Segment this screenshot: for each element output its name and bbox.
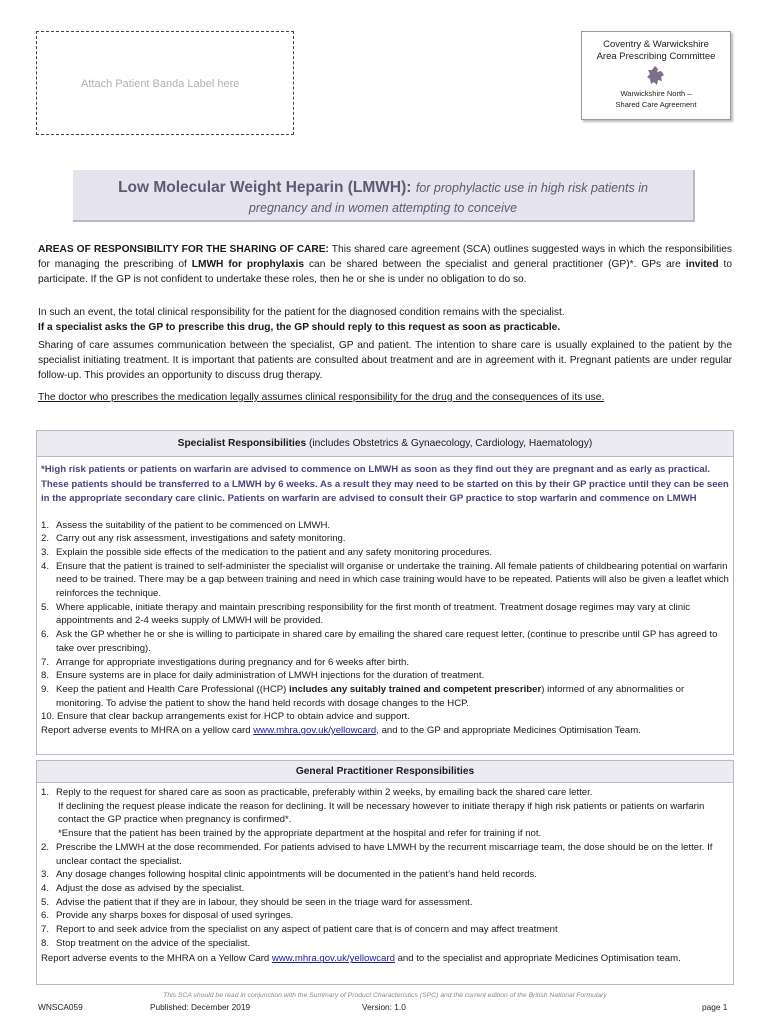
list-text: Arrange for appropriate investigations during pregnancy and for 6 weeks after birth. (56, 656, 410, 668)
intro-responsibility (38, 242, 732, 287)
list-number: 4. (41, 560, 50, 572)
gp-responsibilities (36, 760, 734, 985)
gp-body (37, 783, 733, 966)
warwickshire-map-icon (645, 65, 667, 87)
list-text: If declining the request please indicate the reason for declining. It will be necessary however to initiate therapy if high risk patients or patients on warfarin contact the GP practice when pregnancy is confirmed*. (58, 800, 705, 826)
list-text: Ensure systems are in place for daily administration of LMWH injections for the duration of treatment. (56, 670, 485, 682)
list-item (41, 546, 729, 560)
list-number: 3. (41, 869, 50, 881)
list-number: 7. (41, 924, 50, 936)
list-item (41, 786, 729, 841)
gp-heading: General Practitioner Responsibilities (37, 761, 733, 783)
specialist-heading (37, 431, 733, 457)
intro-text-c: to participate. If the GP is not confident to undertake these roles, then he or she is under no obligation to do so. (38, 259, 732, 285)
list-number: 2. (41, 533, 50, 545)
list-item (41, 841, 729, 868)
intro-lmwh: LMWH for prophylaxis (191, 259, 305, 270)
list-text: Prescribe the LMWH at the dose recommended. For patients advised to have LMWH by the recurrent miscarriage team, the dose should be on the letter. If unclear contact the specialist. (56, 841, 713, 867)
list-item (41, 519, 729, 533)
list-number: 5. (41, 601, 50, 613)
list-number: 2. (41, 841, 50, 853)
list-item (41, 532, 729, 546)
report-text: Report adverse events to MHRA on a yellow card (41, 725, 254, 737)
list-text: Stop treatment on the advice of the specialist. (56, 937, 251, 949)
list-text: Ensure that the patient is trained to self-administer the specialist will organise or undertake the training. All female patients of childbearing potential on warfarin need to be trained. There may be a gap between training and need in which case training would have to be repeated. Patients will also be given a leaflet which reinforces the technique. (56, 560, 729, 600)
page-number: page 1 (702, 1002, 728, 1012)
intro-block-3 (38, 338, 732, 383)
list-number: 4. (41, 882, 50, 894)
list-text: ) informed of any abnormalities or monitoring. To advise the patient to show the hand held records with dosage changes to the HCP. (56, 683, 685, 709)
specialist-report (41, 724, 729, 738)
title-main: Low Molecular Weight Heparin (LMWH): (118, 179, 412, 196)
list-item (41, 601, 729, 628)
list-number: 7. (41, 656, 50, 668)
intro-text-b: can be shared between the specialist and general practitioner (GP)*. GPs are (304, 259, 686, 270)
intro-invited: invited (685, 259, 719, 270)
committee-line-1: Coventry & Warwickshire (603, 39, 709, 50)
committee-line-2: Area Prescribing Committee (596, 51, 716, 62)
list-number: 3. (41, 546, 50, 558)
version-label: Version: 1.0 (362, 1002, 406, 1012)
intro-paragraph-3 (38, 320, 732, 335)
report-text: Report adverse events to the MHRA on a Yellow Card (41, 953, 272, 965)
list-number: 9. (41, 683, 50, 695)
list-item (41, 628, 729, 655)
list-text: Keep the patient and Health Care Professional ((HCP) (56, 683, 290, 695)
list-number: 8. (41, 937, 50, 949)
list-text: Advise the patient that if they are in labour, they should be seen in the triage ward for assessment. (56, 896, 473, 908)
list-text: Carry out any risk assessment, investigations and safety monitoring. (56, 533, 346, 545)
list-text: Explain the possible side effects of the medication to the patient and any safety monitoring procedures. (56, 546, 493, 558)
list-item (41, 937, 729, 951)
intro-block-2 (38, 305, 732, 335)
yellowcard-link[interactable]: www.mhra.gov.uk/yellowcard (253, 725, 377, 737)
intro-paragraph-5: The doctor who prescribes the medication legally assumes clinical responsibility for the drug and the consequences of its use. (38, 392, 605, 403)
list-number: 1. (41, 787, 50, 798)
specialist-list (41, 519, 729, 711)
list-text: *Ensure that the patient has been trained by the appropriate department at the hospital and refer for training if not. (58, 828, 542, 840)
list-number: 6. (41, 910, 50, 922)
title-sub-1: for prophylactic use in high risk patients in (415, 181, 648, 195)
list-text: Reply to the request for shared care as soon as practicable, preferably within 2 weeks, by emailing back the shared care letter. (56, 787, 593, 798)
list-text: Ask the GP whether he or she is willing to participate in shared care by emailing the shared care request letter, (continue to prescribe until GP has agreed to take over prescribing). (56, 629, 718, 654)
title-sub-2: pregnancy and in women attempting to conceive (248, 201, 518, 215)
intro-paragraph-1 (38, 242, 732, 287)
committee-box (581, 31, 731, 120)
list-number: 6. (41, 629, 50, 641)
yellowcard-link[interactable]: www.mhra.gov.uk/yellowcard (271, 953, 395, 965)
document-title (73, 170, 695, 222)
patient-label-area (36, 31, 294, 135)
list-item (41, 669, 729, 683)
list-text: Where applicable, initiate therapy and maintain prescribing responsibility for the first month of treatment. Treatment dosage regimes may vary at clinic appointments and 2-4 weeks supply of LMWH will be provided. (56, 601, 691, 627)
list-item (41, 560, 729, 601)
intro-paragraph-4: Sharing of care assumes communication between the specialist, GP and patient. The intention to share care is usually explained to the patient by the specialist initiating treatment. It is important that patients are consulted about treatment and are in agreement with it. Pregnant patients are under regular follow-up. This provides an opportunity to discuss drug therapy. (38, 340, 732, 381)
list-number: 1. (41, 519, 50, 531)
intro-heading: AREAS OF RESPONSIBILITY FOR THE SHARING OF CARE: (38, 244, 329, 255)
document-code: WNSCA059 (38, 1002, 83, 1012)
committee-line-4: Shared Care Agreement (615, 100, 697, 109)
list-item (41, 896, 729, 910)
report-text: and to the specialist and appropriate Medicines Optimisation team. (394, 953, 681, 965)
list-item (41, 683, 729, 710)
published-date: Published: December 2019 (150, 1002, 251, 1012)
list-item (41, 868, 729, 882)
intro-gp-reply: If a specialist asks the GP to prescribe this drug, the GP should reply to this request as soon as practicable. (38, 322, 561, 333)
specialist-heading-note: (includes Obstetrics & Gynaecology, Cardiology, Haematology) (306, 438, 593, 449)
list-text: Adjust the dose as advised by the specialist. (56, 882, 245, 894)
intro-paragraph-2: In such an event, the total clinical responsibility for the patient for the diagnosed condition remains with the specialist. (38, 307, 565, 318)
report-text: , and to the GP and appropriate Medicines Optimisation Team. (376, 725, 641, 737)
specialist-responsibilities (36, 430, 734, 755)
patient-label-hint: Attach Patient Banda Label here (81, 78, 240, 90)
list-text: Any dosage changes following hospital clinic appointments will be documented in the patient’s hand held records. (56, 869, 537, 881)
specialist-body (37, 463, 733, 738)
list-number: 5. (41, 896, 50, 908)
list-text: Report to and seek advice from the specialist on any aspect of patient care that is of concern and may affect treatment (56, 924, 558, 936)
list-number: 8. (41, 670, 50, 682)
gp-list (41, 786, 729, 950)
list-item (41, 923, 729, 937)
list-text-bold: includes any suitably trained and competent prescriber (289, 683, 542, 695)
specialist-heading-title: Specialist Responsibilities (177, 438, 307, 449)
committee-line-3: Warwickshire North – (620, 89, 692, 98)
list-text: Assess the suitability of the patient to be commenced on LMWH. (56, 519, 331, 531)
list-item (41, 656, 729, 670)
specialist-warning: *High risk patients or patients on warfarin are advised to commence on LMWH as soon as they find out they are pregnant and as early as practical. These patients should be transferred to a LMWH by 6 weeks. As a result they may need to be started on this by their GP practice until they can be seen in the appropriate secondary care clinic. Patients on warfarin are advised to consult their GP practice to stop warfarin and commence on LMWH (41, 464, 729, 504)
footer-note: This SCA should be read in conjunction with the Summary of Product Characteristics (SPC) and the current edition of the British National Formulary (163, 992, 607, 999)
list-text: Provide any sharps boxes for disposal of used syringes. (56, 910, 294, 922)
specialist-item-10: 10. Ensure that clear backup arrangements exist for HCP to obtain advice and support. (41, 711, 410, 723)
intro-block-4 (38, 390, 732, 405)
list-item (41, 882, 729, 896)
intro-text-a: This shared care agreement (SCA) outlines suggested ways in which the responsibilities for managing the prescribing of (38, 244, 732, 270)
gp-report (41, 952, 729, 966)
list-item (41, 909, 729, 923)
